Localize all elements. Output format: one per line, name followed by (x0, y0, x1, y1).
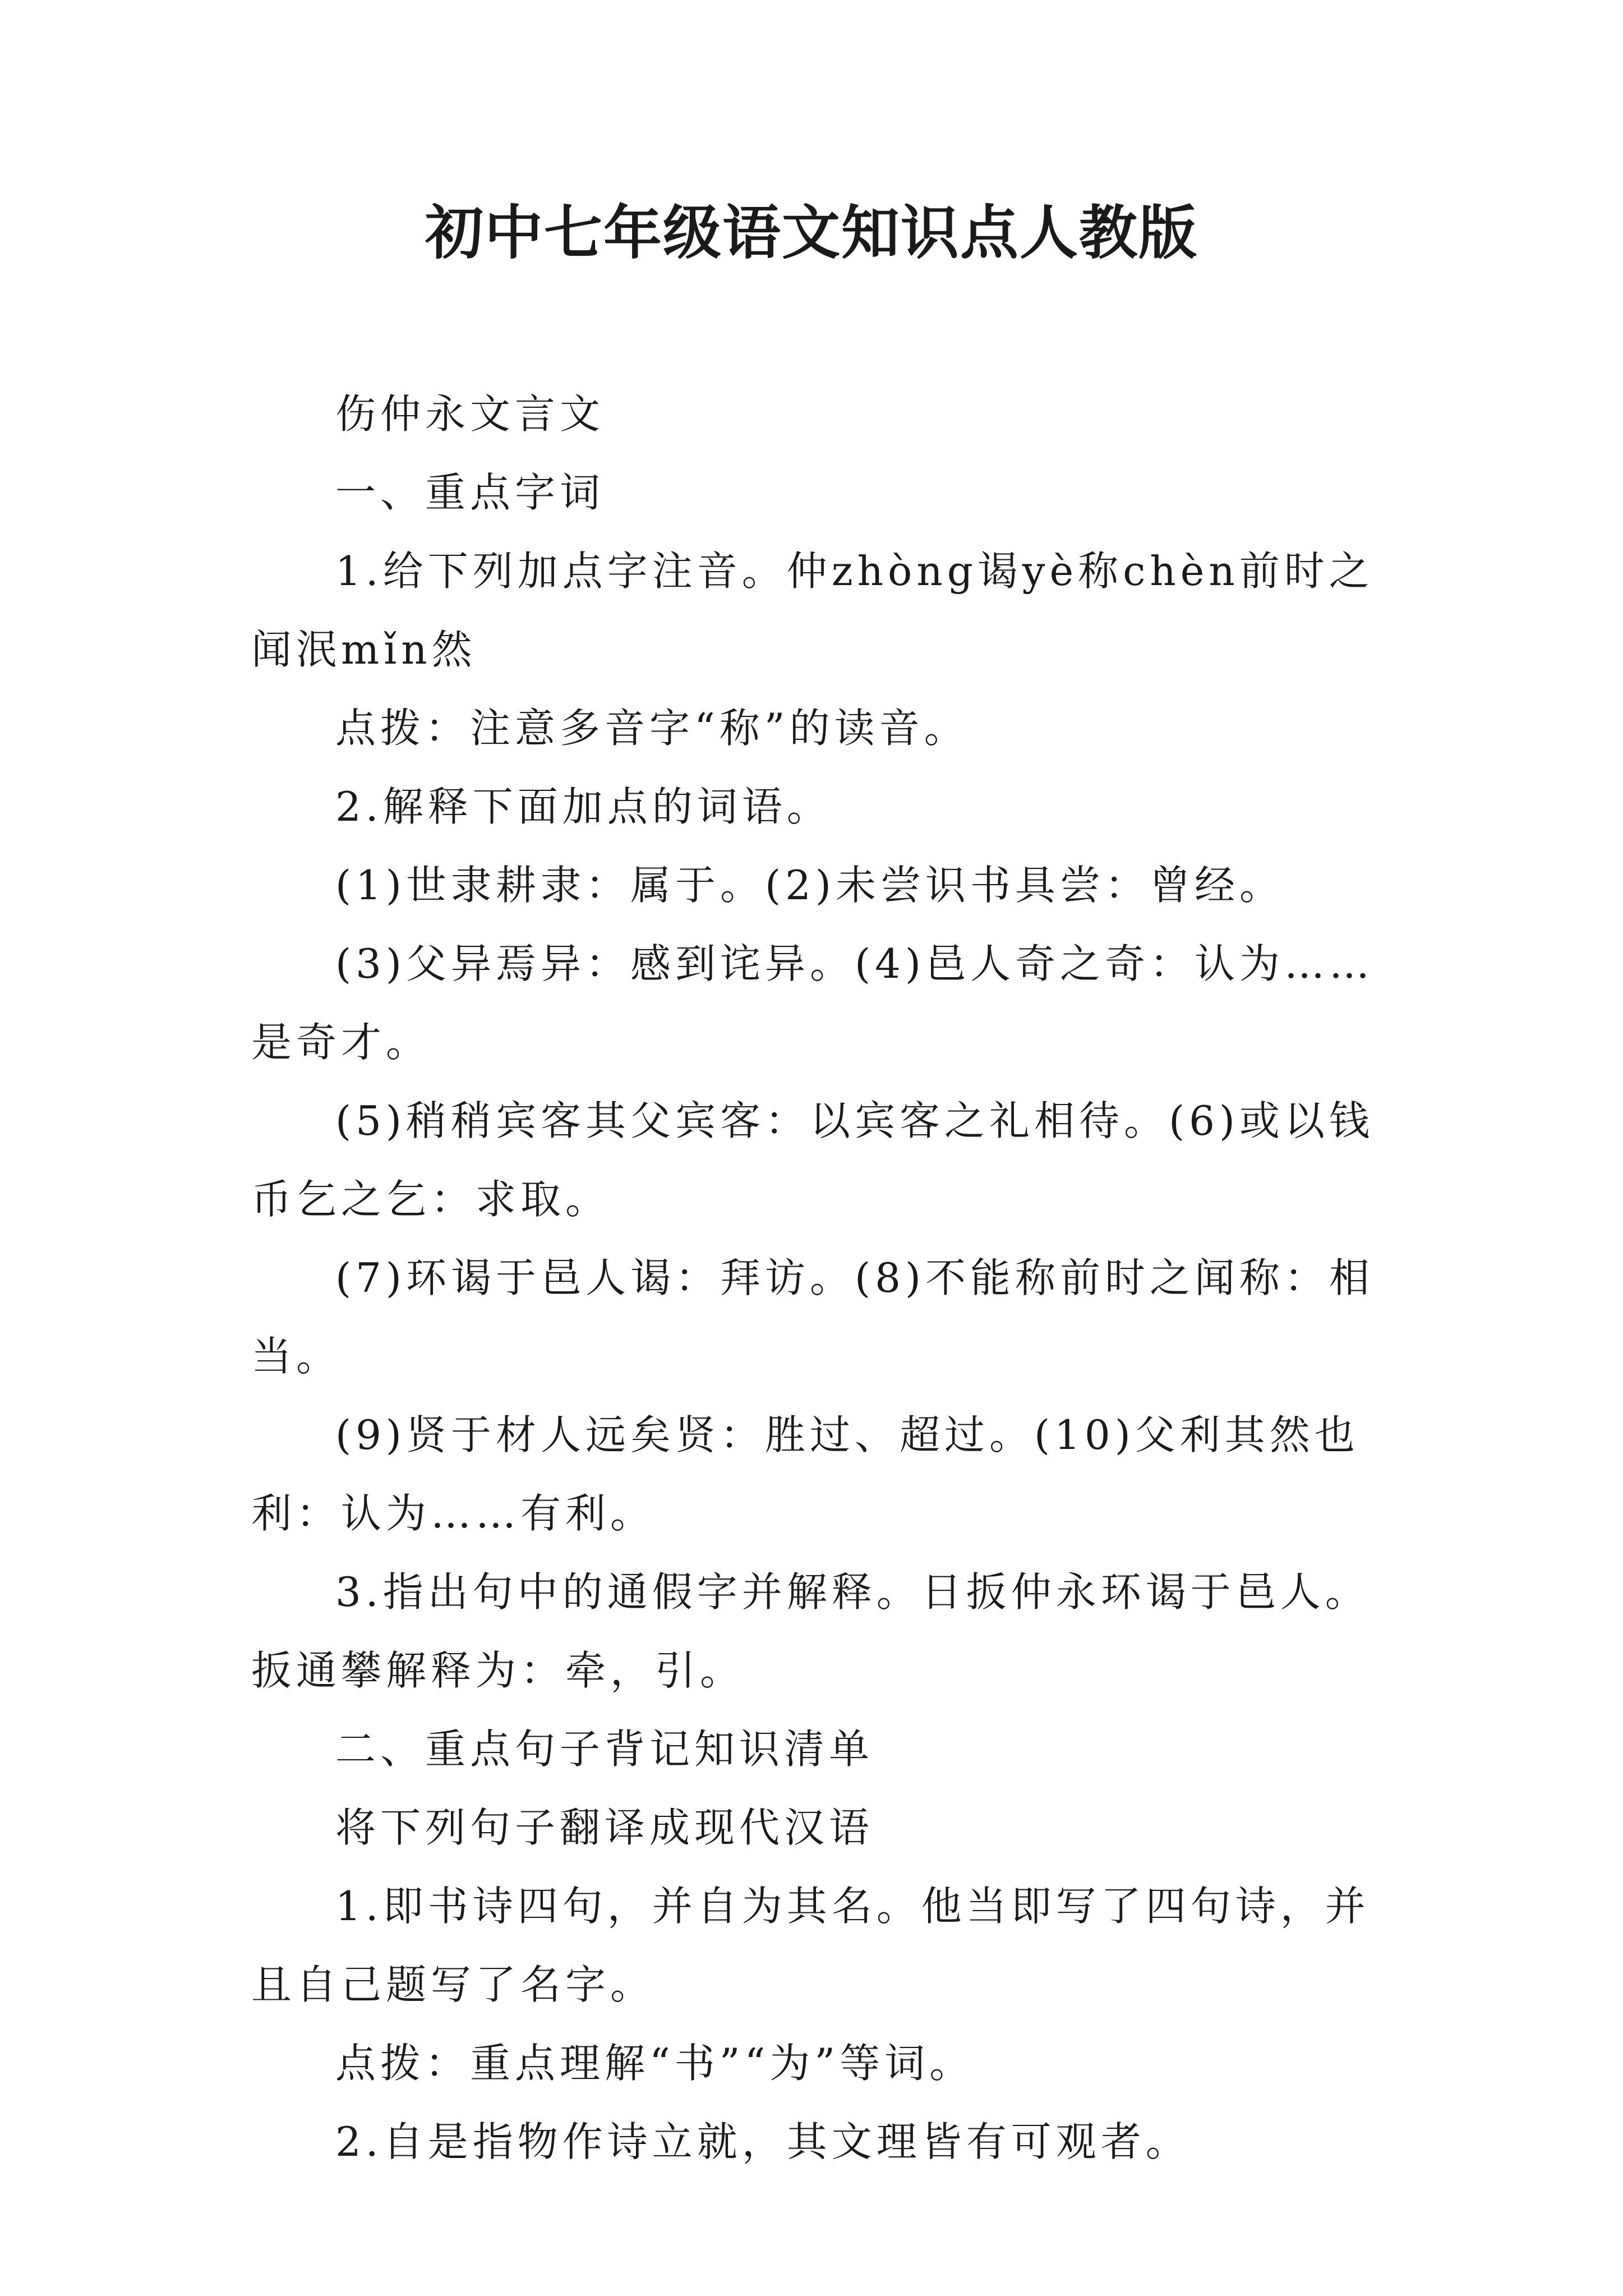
paragraph-q2-items-5-6: (5)稍稍宾客其父宾客：以宾客之礼相待。(6)或以钱币乞之乞：求取。 (251, 1097, 1374, 1223)
paragraph-q2-items-7-8: (7)环谒于邑人谒：拜访。(8)不能称前时之闻称：相当。 (251, 1254, 1374, 1380)
paragraph-heading-key-sentences: 二、重点句子背记知识清单 (335, 1726, 874, 1773)
paragraph-hint-2: 点拨：重点理解“书”“为”等词。 (335, 2040, 975, 2087)
document-title: 初中七年级语文知识点人教版 (425, 198, 1198, 267)
paragraph-heading-key-words: 一、重点字词 (335, 469, 605, 516)
paragraph-q2-items-1-2: (1)世隶耕隶：属于。(2)未尝识书具尝：曾经。 (335, 862, 1284, 909)
paragraph-q2: 2.解释下面加点的词语。 (335, 783, 832, 830)
paragraph-translate-instruction: 将下列句子翻译成现代汉语 (335, 1804, 874, 1851)
document-body (251, 375, 1401, 2181)
paragraph-sentence-1: 1.即书诗四句，并自为其名。他当即写了四句诗，并且自己题写了名字。 (251, 1883, 1370, 2008)
paragraph-sentence-2: 2.自是指物作诗立就，其文理皆有可观者。 (335, 2118, 1191, 2165)
paragraph-q3: 3.指出句中的通假字并解释。日扳仲永环谒于邑人。扳通攀解释为：牵，引。 (251, 1568, 1370, 1694)
paragraph-q1-pinyin: 1.给下列加点字注音。仲zhòng谒yè称chèn前时之闻泯mǐn然 (251, 547, 1374, 673)
paragraph-q2-items-3-4: (3)父异焉异：感到诧异。(4)邑人奇之奇：认为……是奇才。 (251, 940, 1374, 1066)
paragraph-hint-1: 点拨：注意多音字“称”的读音。 (335, 705, 969, 752)
paragraph-q2-items-9-10: (9)贤于材人远矣贤：胜过、超过。(10)父利其然也利：认为……有利。 (251, 1411, 1359, 1537)
paragraph-section-title: 伤仲永文言文 (335, 390, 605, 438)
